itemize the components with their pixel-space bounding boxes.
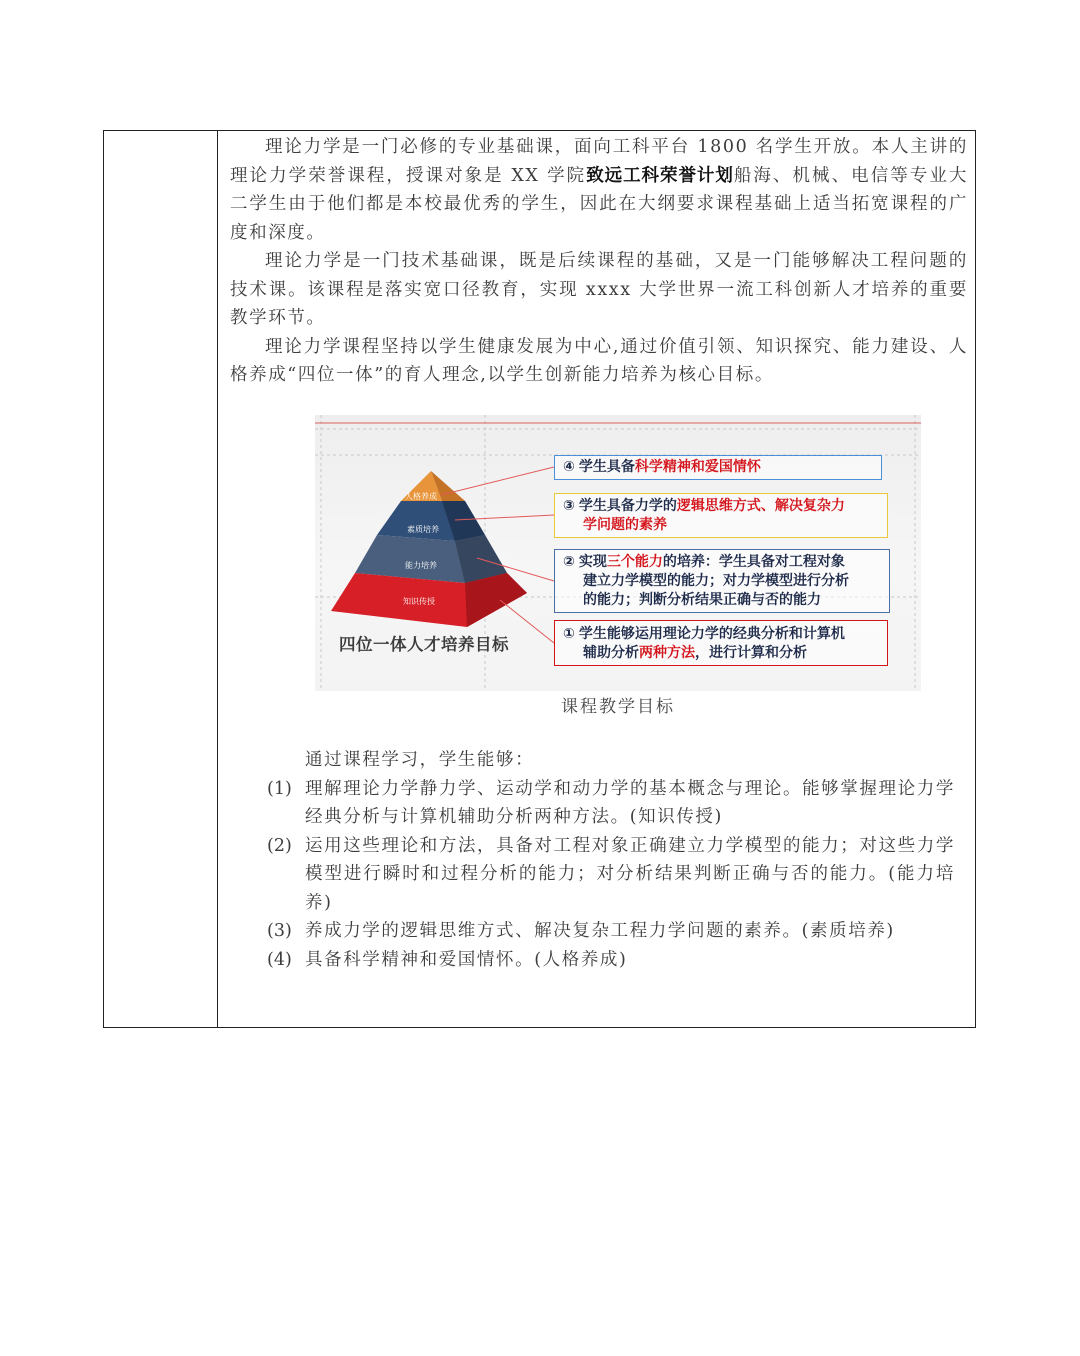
goal-box-1-text-b: 辅助分析 [583, 645, 639, 661]
figure-caption: 课程教学目标 [561, 697, 675, 717]
paragraph-2: 理论力学是一门技术基础课，既是后续课程的基础，又是一门能够解决工程问题的技术课。该课程是落实宽口径教育，实现 xxxx 大学世界一流工科创新人才培养的重要教学环节。 [230, 251, 968, 328]
goal-box-1-number: ① [563, 626, 575, 642]
table-content-cell [230, 131, 968, 390]
paragraph-1 [230, 133, 968, 247]
goal-item [267, 775, 967, 832]
goal-text: 养成力学的逻辑思维方式、解决复杂工程力学问题的素养。(素质培养) [305, 921, 895, 941]
goal-text: 运用这些理论和方法，具备对工程对象正确建立力学模型的能力；对这些力学模型进行瞬时和过程分析的能力；对分析结果判断正确与否的能力。(能力培养) [305, 835, 955, 913]
goal-box-1-highlight: 两种方法 [639, 645, 695, 661]
goal-box-3-text: 学生具备力学的 [578, 498, 677, 514]
pyramid-label-2: 能力培养 [405, 561, 437, 570]
goal-box-3 [554, 493, 888, 538]
goal-number: (4) [267, 949, 292, 970]
paragraph-3: 理论力学课程坚持以学生健康发展为中心,通过价值引领、知识探究、能力建设、人格养成“四位一体”的育人理念,以学生创新能力培养为核心目标。 [230, 336, 968, 385]
paragraph-1-text-a: 理论力学是一门必修的专业基础课，面向工科平台 1800 名学生开放。本人主讲的理论力学荣誉课程，授课对象是 XX 学院 [230, 137, 968, 186]
goal-text: 理解理论力学静力学、运动学和动力学的基本概念与理论。能够掌握理论力学经典分析与计算机辅助分析两种方法。(知识传授) [305, 778, 955, 827]
goal-box-2 [554, 549, 890, 613]
goal-box-4-text: 学生具备 [578, 459, 635, 475]
goal-box-4-number: ④ [563, 459, 575, 475]
goals-lead: 通过课程学习，学生能够： [305, 750, 535, 770]
goal-box-4-highlight: 科学精神和爱国情怀 [634, 459, 761, 475]
goal-box-3-highlight: 逻辑思维方式、解决复杂力 [676, 498, 845, 514]
goal-number: (2) [267, 835, 292, 856]
goal-number: (3) [267, 921, 292, 941]
goal-box-2-line-3: 的能力；判断分析结果正确与否的能力 [583, 592, 821, 608]
goal-item [267, 946, 967, 975]
goal-box-2-text-b: 的培养：学生具备对工程对象 [662, 554, 845, 570]
goal-item [267, 917, 967, 946]
goal-box-1-text-c: ，进行计算和分析 [695, 645, 807, 661]
course-goals-figure [315, 415, 921, 691]
pyramid-label-1: 知识传授 [403, 597, 435, 606]
learning-goals [267, 746, 967, 974]
pyramid-label-4: 人格养成 [405, 492, 437, 501]
pyramid-label-3: 素质培养 [407, 525, 439, 534]
goal-box-2-line-2: 建立力学模型的能力；对力学模型进行分析 [583, 573, 849, 589]
goal-box-2-highlight: 三个能力 [606, 554, 663, 570]
honors-program-name: 致远工科荣誉计划 [586, 165, 734, 186]
goal-box-3-highlight-2: 学问题的素养 [583, 517, 667, 533]
table-left-column [104, 131, 218, 1027]
goal-box-1 [554, 620, 888, 666]
goal-text: 具备科学精神和爱国情怀。(人格养成) [305, 949, 628, 970]
goal-box-2-number: ② [563, 554, 575, 570]
goal-box-2-text: 实现 [578, 554, 607, 570]
goal-item [267, 832, 967, 918]
goal-number: (1) [267, 778, 292, 799]
pyramid-title: 四位一体人才培养目标 [339, 635, 509, 654]
goal-box-3-number: ③ [563, 498, 575, 514]
goal-box-4 [554, 455, 882, 480]
goal-box-1-text: 学生能够运用理论力学的经典分析和计算机 [578, 626, 845, 642]
paragraph-1-text-b: 船海、机械、电信等专业大二学生由于他们都是本校最优秀的学生，因此在大纲要求课程基础上适当拓宽课程的广度和深度。 [230, 165, 969, 243]
